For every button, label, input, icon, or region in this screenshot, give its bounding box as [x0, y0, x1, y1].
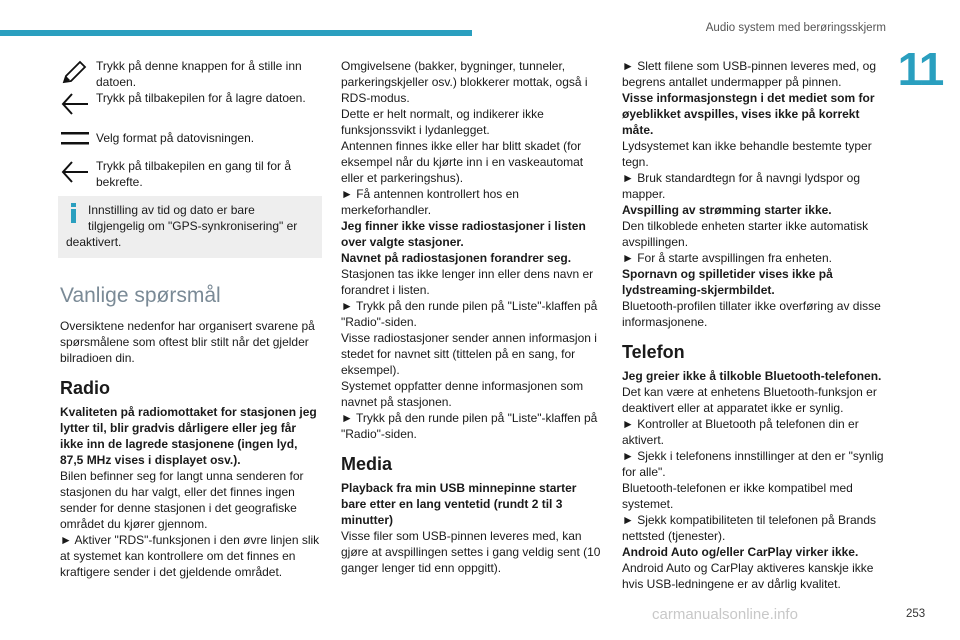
faq-action: ► For å starte avspillingen fra enheten. — [622, 251, 832, 265]
instruction-text: Trykk på tilbakepilen for å lagre datoen. — [96, 91, 306, 105]
watermark: carmanualsonline.info — [652, 606, 798, 623]
instruction-row — [60, 58, 322, 90]
column-3 — [622, 58, 886, 592]
faq-action: ► Sjekk i telefonens innstillinger at den er "synlig for alle". — [622, 449, 884, 479]
column-1 — [60, 58, 322, 580]
faq-answer: Dette er helt normalt, og indikerer ikke funksjonssvikt i lydanlegget. — [341, 107, 544, 137]
faq-answer: Visse radiostasjoner sender annen informasjon i stedet for navnet sitt (tittelen på en sang, for eksempel). — [341, 331, 597, 377]
instruction-row — [60, 158, 322, 190]
faq-action: ► Sjekk kompatibiliteten til telefonen på Brands nettsted (tjenester). — [622, 513, 877, 543]
chapter-number: 11 — [897, 43, 943, 95]
faq-answer: Den tilkoblede enheten starter ikke automatisk avspillingen. — [622, 219, 869, 249]
faq-question: Spornavn og spilletider vises ikke på lydstreaming-skjermbildet. — [622, 267, 833, 297]
info-icon — [66, 202, 82, 224]
faq-answer: Stasjonen tas ikke lenger inn eller dens navn er forandret i listen. — [341, 267, 594, 297]
faq-question: Navnet på radiostasjonen forandrer seg. — [341, 251, 572, 265]
instruction-row — [60, 90, 322, 122]
pencil-icon — [60, 58, 90, 86]
page-number: 253 — [906, 608, 926, 620]
instruction-row — [60, 122, 322, 154]
faq-action: ► Få antennen kontrollert hos en merkeforhandler. — [341, 187, 519, 217]
faq-answer: Visse filer som USB-pinnen leveres med, kan gjøre at avspillingen settes i gang veldig sent (10 ganger lenger tid enn oppgitt). — [341, 529, 601, 575]
faq-answer: Bilen befinner seg for langt unna senderen for stasjonen du har valgt, eller det finnes ingen sender for denne stasjonen i det geografiske området du kjører gjennom. — [60, 469, 304, 531]
intro-text: Oversiktene nedenfor har organisert svarene på spørsmålene som oftest blir stilt når det gjelder bilradioen din. — [60, 319, 315, 365]
media-heading: Media — [341, 454, 393, 474]
info-note — [58, 196, 322, 258]
faq-action: ► Trykk på den runde pilen på "Liste"-klaffen på "Radio"-siden. — [341, 299, 598, 329]
faq-answer: Android Auto og CarPlay aktiveres kanskje ikke hvis USB-ledningene er av dårlig kvalitet. — [622, 561, 874, 591]
faq-action: ► Aktiver "RDS"-funksjonen i den øvre linjen slik at systemet kan kontrollere om det finnes en kraftigere sender i det gjeldende området. — [60, 533, 320, 579]
faq-action: ► Bruk standardtegn for å navngi lydspor og mapper. — [622, 171, 861, 201]
back-arrow-icon — [60, 90, 90, 118]
faq-question: Kvaliteten på radiomottaket for stasjonen jeg lytter til, blir gradvis dårligere eller jeg får ikke inn de lagrede stasjonene (ingen lyd, 87,5 MHz vises i displayet osv.). — [60, 405, 317, 467]
instruction-text: Trykk på denne knappen for å stille inn datoen. — [96, 59, 302, 89]
faq-answer: Systemet oppfatter denne informasjonen som navnet på stasjonen. — [341, 379, 584, 409]
format-bars-icon — [60, 124, 90, 152]
faq-action: ► Trykk på den runde pilen på "Liste"-klaffen på "Radio"-siden. — [341, 411, 598, 441]
faq-answer: Antennen finnes ikke eller har blitt skadet (for eksempel når du kjørte inn i en vaskeautomat eller et parkeringshus). — [341, 139, 584, 185]
faq-answer: Bluetooth-telefonen er ikke kompatibel med systemet. — [622, 481, 853, 511]
faq-answer: Omgivelsene (bakker, bygninger, tunneler, parkeringskjeller osv.) blokkerer mottak, også i RDS-modus. — [341, 59, 588, 105]
faq-action: ► Kontroller at Bluetooth på telefonen din er aktivert. — [622, 417, 859, 447]
faq-question: Jeg finner ikke visse radiostasjoner i listen over valgte stasjoner. — [341, 219, 586, 249]
instruction-text: Velg format på datovisningen. — [96, 131, 255, 145]
back-arrow-icon — [60, 158, 90, 186]
faq-question: Visse informasjonstegn i det mediet som for øyeblikket avspilles, vises ikke på korrekt måte. — [622, 91, 875, 137]
instruction-text: Trykk på tilbakepilen en gang til for å bekrefte. — [96, 159, 291, 189]
running-header: Audio system med berøringsskjerm — [705, 22, 886, 34]
faq-question: Jeg greier ikke å tilkoble Bluetooth-telefonen. — [622, 369, 882, 383]
phone-heading: Telefon — [622, 342, 685, 362]
faq-answer: Det kan være at enhetens Bluetooth-funksjon er deaktivert eller at apparatet ikke er synlig. — [622, 385, 877, 415]
faq-action: ► Slett filene som USB-pinnen leveres med, og begrens antallet undermapper på pinnen. — [622, 59, 876, 89]
radio-heading: Radio — [60, 378, 111, 398]
faq-question: Playback fra min USB minnepinne starter bare etter en lang ventetid (rundt 2 til 3 minutter) — [341, 481, 577, 527]
section-title: Vanlige spørsmål — [60, 284, 221, 307]
top-accent-bar — [0, 30, 472, 36]
column-2 — [341, 58, 605, 576]
faq-answer: Lydsystemet kan ikke behandle bestemte typer tegn. — [622, 139, 872, 169]
faq-answer: Bluetooth-profilen tillater ikke overføring av disse informasjonene. — [622, 299, 881, 329]
faq-question: Avspilling av strømming starter ikke. — [622, 203, 832, 217]
faq-question: Android Auto og/eller CarPlay virker ikke. — [622, 545, 859, 559]
info-note-text: Innstilling av tid og dato er bare tilgjengelig om "GPS-synkronisering" er deaktivert. — [66, 203, 298, 249]
